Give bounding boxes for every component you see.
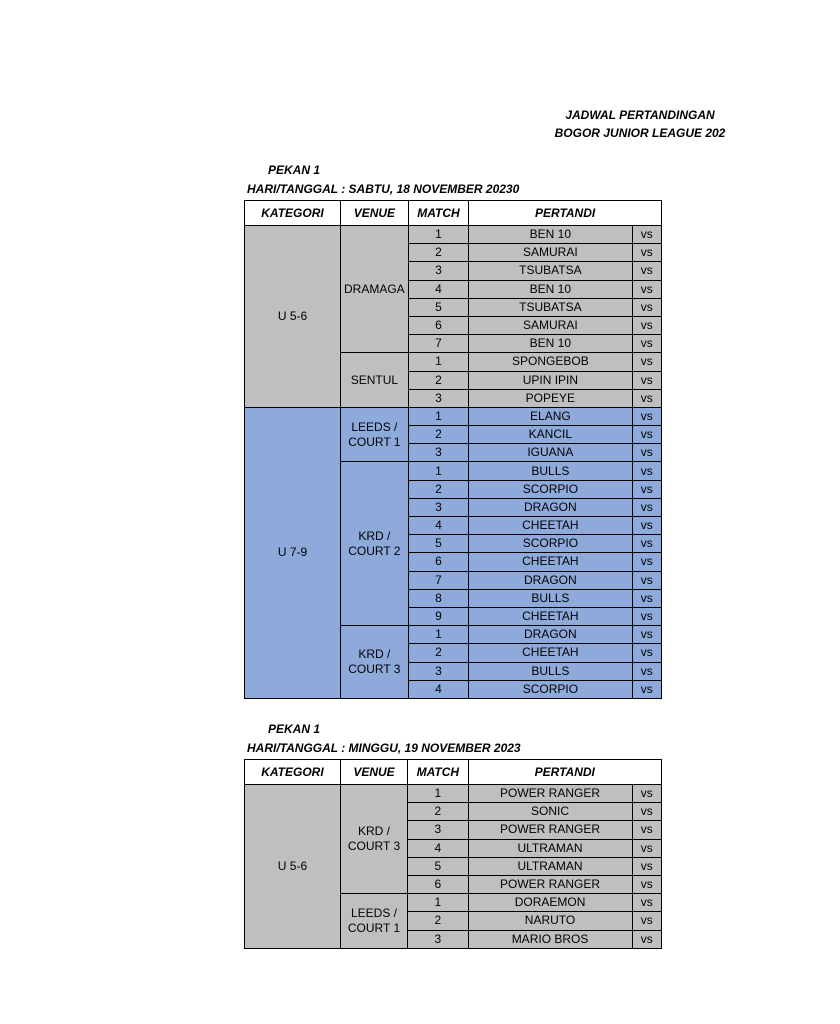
match-number-cell: 2 [408, 912, 468, 930]
team-cell: BEN 10 [469, 280, 632, 298]
team-cell: BEN 10 [469, 335, 632, 353]
vs-cell: vs [632, 462, 662, 480]
match-number-cell: 1 [408, 785, 468, 803]
vs-cell: vs [632, 571, 662, 589]
team-cell: UPIN IPIN [469, 371, 632, 389]
week-label-day2: PEKAN 1 [268, 722, 321, 736]
vs-cell: vs [632, 535, 662, 553]
match-number-cell: 2 [408, 371, 468, 389]
match-number-cell: 6 [408, 316, 468, 334]
team-cell: DORAEMON [468, 894, 632, 912]
header-pertandingan: PERTANDI [468, 760, 661, 785]
document-title: JADWAL PERTANDINGAN [565, 108, 715, 122]
vs-cell: vs [632, 839, 662, 857]
vs-cell: vs [632, 680, 662, 698]
category-cell: U 7-9 [245, 407, 341, 698]
team-cell: IGUANA [469, 444, 632, 462]
match-number-cell: 2 [408, 426, 468, 444]
team-cell: SAMURAI [469, 244, 632, 262]
team-cell: POWER RANGER [468, 875, 632, 893]
match-number-cell: 3 [408, 498, 468, 516]
vs-cell: vs [632, 407, 662, 425]
team-cell: POWER RANGER [468, 785, 632, 803]
vs-cell: vs [632, 335, 662, 353]
header-venue: VENUE [340, 201, 408, 226]
team-cell: TSUBATSA [469, 298, 632, 316]
team-cell: ELANG [469, 407, 632, 425]
vs-cell: vs [632, 626, 662, 644]
header-kategori: KATEGORI [245, 760, 341, 785]
match-number-cell: 5 [408, 857, 468, 875]
match-number-cell: 1 [408, 894, 468, 912]
match-number-cell: 6 [408, 553, 468, 571]
team-cell: BEN 10 [469, 226, 632, 244]
team-cell: SCORPIO [469, 680, 632, 698]
match-number-cell: 3 [408, 444, 468, 462]
team-cell: SCORPIO [469, 535, 632, 553]
match-number-cell: 2 [408, 644, 468, 662]
match-number-cell: 3 [408, 821, 468, 839]
venue-cell: KRD / COURT 3 [340, 626, 408, 699]
team-cell: CHEETAH [469, 517, 632, 535]
match-number-cell: 9 [408, 607, 468, 625]
table-header-row [245, 201, 662, 226]
team-cell: SONIC [468, 803, 632, 821]
table-header-row [245, 760, 662, 785]
vs-cell: vs [632, 426, 662, 444]
category-cell: U 5-6 [245, 226, 341, 408]
schedule-table-day2 [244, 759, 662, 949]
venue-cell: KRD / COURT 3 [340, 785, 407, 894]
team-cell: DRAGON [469, 571, 632, 589]
vs-cell: vs [632, 894, 662, 912]
venue-cell: SENTUL [340, 353, 408, 408]
vs-cell: vs [632, 517, 662, 535]
team-cell: CHEETAH [469, 644, 632, 662]
vs-cell: vs [632, 803, 662, 821]
match-number-cell: 3 [408, 662, 468, 680]
match-number-cell: 1 [408, 407, 468, 425]
match-number-cell: 4 [408, 839, 468, 857]
team-cell: BULLS [469, 462, 632, 480]
table-row [245, 407, 662, 425]
match-number-cell: 4 [408, 280, 468, 298]
match-number-cell: 7 [408, 335, 468, 353]
team-cell: MARIO BROS [468, 930, 632, 948]
vs-cell: vs [632, 857, 662, 875]
match-number-cell: 8 [408, 589, 468, 607]
vs-cell: vs [632, 644, 662, 662]
team-cell: SPONGEBOB [469, 353, 632, 371]
vs-cell: vs [632, 244, 662, 262]
week-label-day1: PEKAN 1 [268, 163, 321, 177]
venue-cell: KRD / COURT 2 [340, 462, 408, 626]
header-pertandingan: PERTANDI [469, 201, 662, 226]
vs-cell: vs [632, 821, 662, 839]
header-kategori: KATEGORI [245, 201, 341, 226]
header-venue: VENUE [340, 760, 407, 785]
vs-cell: vs [632, 662, 662, 680]
vs-cell: vs [632, 298, 662, 316]
vs-cell: vs [632, 553, 662, 571]
vs-cell: vs [632, 498, 662, 516]
team-cell: POPEYE [469, 389, 632, 407]
team-cell: KANCIL [469, 426, 632, 444]
team-cell: ULTRAMAN [468, 857, 632, 875]
vs-cell: vs [632, 912, 662, 930]
schedule-table-day1 [244, 200, 662, 699]
match-number-cell: 1 [408, 626, 468, 644]
match-number-cell: 3 [408, 930, 468, 948]
match-number-cell: 5 [408, 298, 468, 316]
match-number-cell: 4 [408, 517, 468, 535]
vs-cell: vs [632, 785, 662, 803]
date-label-day1: HARI/TANGGAL : SABTU, 18 NOVEMBER 20230 [247, 182, 520, 196]
vs-cell: vs [632, 607, 662, 625]
match-number-cell: 2 [408, 244, 468, 262]
team-cell: ULTRAMAN [468, 839, 632, 857]
vs-cell: vs [632, 280, 662, 298]
team-cell: DRAGON [469, 498, 632, 516]
table-row [245, 226, 662, 244]
match-number-cell: 5 [408, 535, 468, 553]
vs-cell: vs [632, 389, 662, 407]
vs-cell: vs [632, 226, 662, 244]
date-label-day2: HARI/TANGGAL : MINGGU, 19 NOVEMBER 2023 [247, 741, 521, 755]
team-cell: NARUTO [468, 912, 632, 930]
vs-cell: vs [632, 480, 662, 498]
match-number-cell: 2 [408, 803, 468, 821]
team-cell: CHEETAH [469, 607, 632, 625]
vs-cell: vs [632, 444, 662, 462]
match-number-cell: 1 [408, 353, 468, 371]
team-cell: TSUBATSA [469, 262, 632, 280]
vs-cell: vs [632, 875, 662, 893]
match-number-cell: 2 [408, 480, 468, 498]
team-cell: DRAGON [469, 626, 632, 644]
header-match: MATCH [408, 201, 468, 226]
vs-cell: vs [632, 262, 662, 280]
match-number-cell: 3 [408, 389, 468, 407]
vs-cell: vs [632, 589, 662, 607]
team-cell: SCORPIO [469, 480, 632, 498]
match-number-cell: 1 [408, 226, 468, 244]
team-cell: BULLS [469, 662, 632, 680]
vs-cell: vs [632, 353, 662, 371]
team-cell: CHEETAH [469, 553, 632, 571]
category-cell: U 5-6 [245, 785, 341, 949]
team-cell: POWER RANGER [468, 821, 632, 839]
match-number-cell: 6 [408, 875, 468, 893]
match-number-cell: 1 [408, 462, 468, 480]
header-match: MATCH [408, 760, 468, 785]
venue-cell: LEEDS / COURT 1 [340, 407, 408, 462]
venue-cell: LEEDS / COURT 1 [340, 894, 407, 949]
document-subtitle: BOGOR JUNIOR LEAGUE 202 [554, 126, 726, 140]
match-number-cell: 3 [408, 262, 468, 280]
vs-cell: vs [632, 316, 662, 334]
match-number-cell: 7 [408, 571, 468, 589]
table-row [245, 785, 662, 803]
team-cell: SAMURAI [469, 316, 632, 334]
venue-cell: DRAMAGA [340, 226, 408, 353]
vs-cell: vs [632, 371, 662, 389]
match-number-cell: 4 [408, 680, 468, 698]
vs-cell: vs [632, 930, 662, 948]
team-cell: BULLS [469, 589, 632, 607]
